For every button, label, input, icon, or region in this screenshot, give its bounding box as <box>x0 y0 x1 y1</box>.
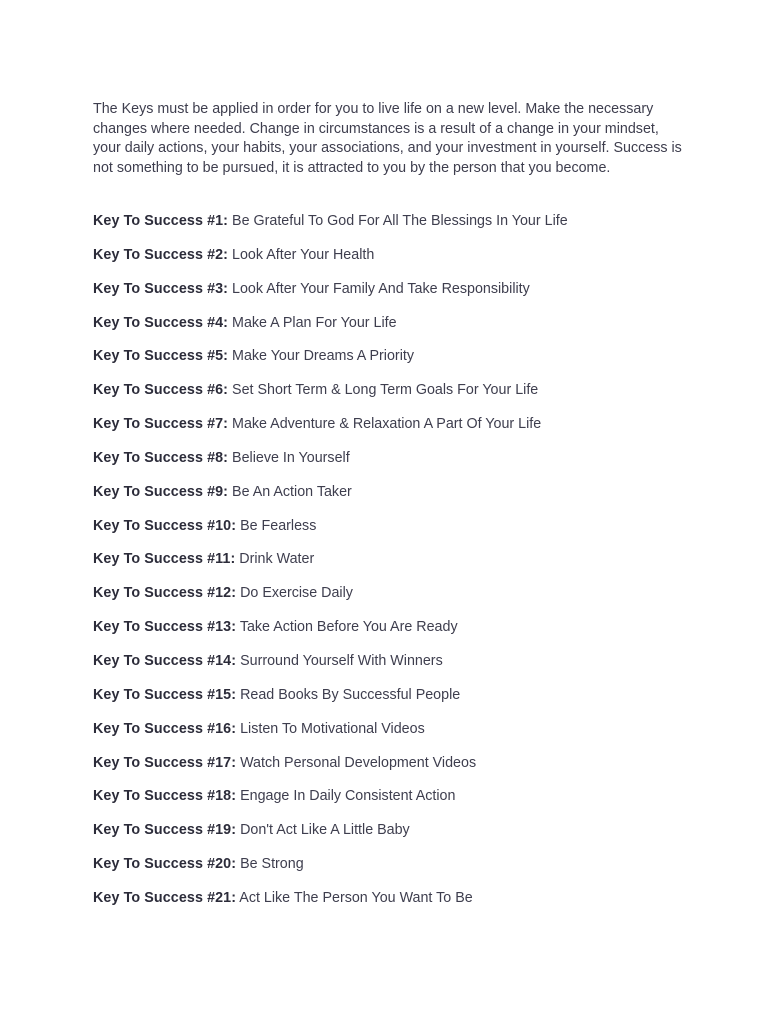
key-text: Engage In Daily Consistent Action <box>240 788 456 805</box>
key-item <box>93 583 683 617</box>
key-text: Be An Action Taker <box>232 483 352 500</box>
key-label: Key To Success #12: <box>93 585 237 602</box>
document-page <box>93 100 683 906</box>
key-item <box>93 888 683 922</box>
key-item <box>93 549 683 583</box>
key-label: Key To Success #8: <box>93 449 229 466</box>
key-item <box>93 211 683 245</box>
key-item <box>93 753 683 787</box>
key-item <box>93 482 683 516</box>
key-text: Make Adventure & Relaxation A Part Of Your Life <box>232 416 542 433</box>
key-item <box>93 786 683 820</box>
key-label: Key To Success #15: <box>93 686 237 703</box>
key-item <box>93 854 683 888</box>
key-text: Look After Your Health <box>232 246 375 263</box>
key-label: Key To Success #7: <box>93 416 229 433</box>
key-label: Key To Success #2: <box>93 246 229 263</box>
key-item <box>93 380 683 414</box>
key-item <box>93 651 683 685</box>
key-text: Look After Your Family And Take Responsibility <box>232 280 530 297</box>
key-label: Key To Success #9: <box>93 483 229 500</box>
key-label: Key To Success #14: <box>93 652 237 669</box>
key-label: Key To Success #17: <box>93 754 237 771</box>
key-item <box>93 448 683 482</box>
key-item <box>93 820 683 854</box>
key-text: Be Fearless <box>240 517 317 534</box>
key-label: Key To Success #4: <box>93 314 229 331</box>
key-text: Be Strong <box>240 856 304 873</box>
key-item <box>93 346 683 380</box>
key-label: Key To Success #3: <box>93 280 229 297</box>
key-label: Key To Success #5: <box>93 348 229 365</box>
key-text: Be Grateful To God For All The Blessings In Your Life <box>232 213 568 229</box>
key-text: Believe In Yourself <box>232 449 350 466</box>
key-item <box>93 719 683 753</box>
key-label: Key To Success #1: <box>93 213 229 229</box>
key-label: Key To Success #21: <box>93 889 237 906</box>
key-text: Take Action Before You Are Ready <box>239 619 458 636</box>
key-text: Drink Water <box>239 551 315 568</box>
key-text: Act Like The Person You Want To Be <box>239 889 473 906</box>
key-item <box>93 279 683 313</box>
key-text: Listen To Motivational Videos <box>240 720 425 737</box>
key-text: Make A Plan For Your Life <box>232 314 397 331</box>
key-text: Set Short Term & Long Term Goals For Your Life <box>232 382 539 399</box>
key-text: Read Books By Successful People <box>240 686 461 703</box>
intro-paragraph: The Keys must be applied in order for you to live life on a new level. Make the necessary changes where needed. Change in circumstances is a result of a change in your mindset, your daily actions, your habits, your associations, and your investment in yourself. Success is not something to be pursued, it is attracted to you by the person that you become. <box>93 101 682 176</box>
key-label: Key To Success #11: <box>93 551 236 568</box>
key-label: Key To Success #13: <box>93 619 237 636</box>
key-item <box>93 245 683 279</box>
key-label: Key To Success #18: <box>93 788 237 805</box>
key-item <box>93 685 683 719</box>
key-item <box>93 313 683 347</box>
key-text: Do Exercise Daily <box>240 585 353 602</box>
key-item <box>93 617 683 651</box>
key-item <box>93 414 683 448</box>
key-label: Key To Success #10: <box>93 517 237 534</box>
key-label: Key To Success #20: <box>93 856 237 873</box>
key-text: Watch Personal Development Videos <box>240 754 477 771</box>
keys-list <box>93 211 683 922</box>
key-label: Key To Success #16: <box>93 720 237 737</box>
key-item <box>93 516 683 550</box>
key-text: Make Your Dreams A Priority <box>232 348 414 365</box>
key-label: Key To Success #6: <box>93 382 229 399</box>
key-text: Surround Yourself With Winners <box>240 652 443 669</box>
key-label: Key To Success #19: <box>93 822 237 839</box>
key-text: Don't Act Like A Little Baby <box>240 822 410 839</box>
